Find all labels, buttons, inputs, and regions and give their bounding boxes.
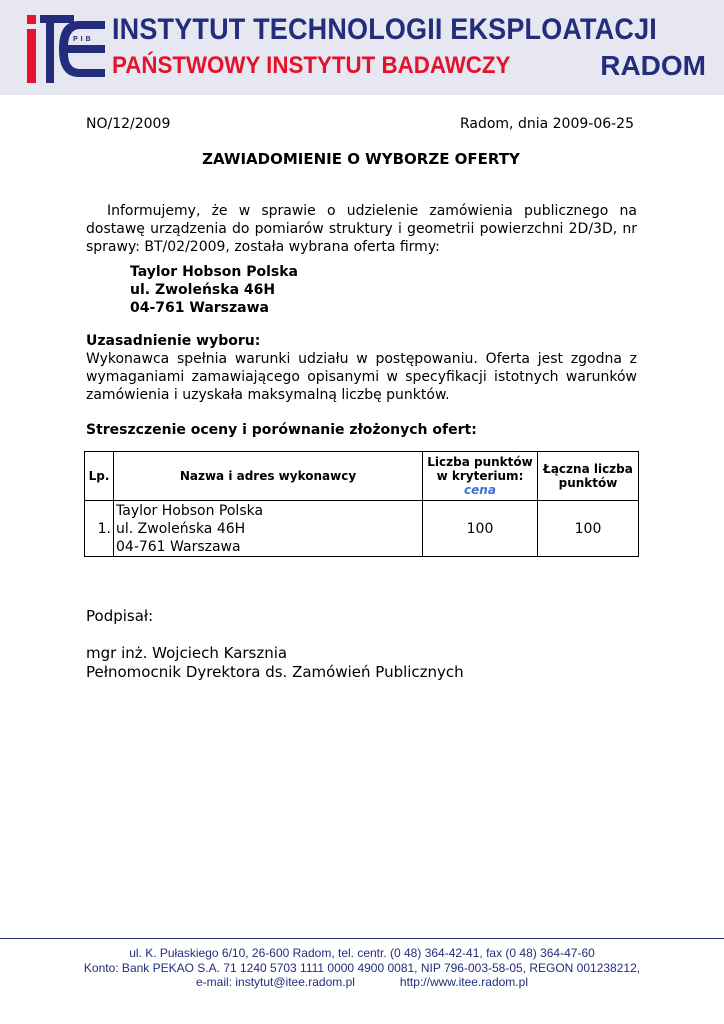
table-header-row: [85, 452, 639, 501]
footer-contact: [0, 975, 724, 990]
footer: [0, 946, 724, 990]
summary-heading: Streszczenie oceny i porównanie złożonych ofert:: [86, 422, 477, 438]
row-total-points: 100: [538, 501, 639, 557]
footer-bank: Konto: Bank PEKAO S.A. 71 1240 5703 1111 0000 4900 0081, NIP 796-003-58-05, REGON 001238212,: [83, 960, 641, 975]
letterhead: [0, 0, 724, 95]
footer-address: ul. K. Pułaskiego 6/10, 26-600 Radom, tel. centr. (0 48) 364-42-41, fax (0 48) 364-47-60: [129, 946, 595, 960]
header-criterion-line1: Liczba punktów: [427, 455, 533, 469]
header-lp: Lp.: [85, 452, 114, 501]
document-title: ZAWIADOMIENIE O WYBORZE OFERTY: [202, 150, 520, 168]
footer-divider: [0, 938, 724, 939]
header-total-line2: punktów: [558, 476, 618, 490]
itee-logo-icon: [27, 15, 105, 83]
company-name: Taylor Hobson Polska: [130, 264, 298, 280]
row-name-line3: 04-761 Warszawa: [116, 538, 241, 555]
logo-pib-text: PIB: [73, 36, 94, 43]
header-criterion-line2: w kryterium:: [436, 469, 524, 483]
header-total: [538, 452, 639, 501]
company-street: ul. Zwoleńska 46H: [130, 282, 276, 298]
signatory-name: mgr inż. Wojciech Karsznia: [86, 644, 288, 662]
selected-company: [130, 263, 298, 317]
institute-subtitle: PAŃSTWOWY INSTYTUT BADAWCZY: [112, 52, 511, 79]
header-total-line1: Łączna liczba: [543, 462, 633, 476]
document-date: Radom, dnia 2009-06-25: [459, 116, 634, 132]
table-row: [85, 501, 639, 557]
row-lp: 1.: [85, 501, 114, 557]
signatory-role: Pełnomocnik Dyrektora ds. Zamówień Publicznych: [86, 663, 464, 681]
row-name-line2: ul. Zwoleńska 46H: [116, 520, 246, 537]
results-table: [84, 451, 639, 557]
signature-block: [86, 644, 464, 682]
document-number: NO/12/2009: [86, 116, 171, 132]
header-criterion: [423, 452, 538, 501]
row-name-line1: Taylor Hobson Polska: [116, 502, 264, 519]
company-city: 04-761 Warszawa: [130, 300, 269, 316]
header-criterion-name: cena: [464, 483, 496, 497]
signature-label: Podpisał:: [86, 607, 154, 625]
row-name: [114, 501, 423, 557]
footer-email[interactable]: e-mail: instytut@itee.radom.pl: [196, 975, 355, 989]
institute-name: INSTYTUT TECHNOLOGII EKSPLOATACJI: [112, 13, 657, 46]
row-criterion-points: 100: [423, 501, 538, 557]
justification-text: Wykonawca spełnia warunki udziału w postępowaniu. Oferta jest zgodna z wymaganiami zamawiającego opisanymi w specyfikacji istotnych warunków zamówienia i uzyskała maksymalną liczbę punktów.: [86, 351, 637, 403]
intro-paragraph: Informujemy, że w sprawie o udzielenie zamówienia publicznego na dostawę urządzenia do pomiarów struktury i geometrii powierzchni 2D/3D, nr sprawy: BT/02/2009, została wybrana oferta firmy:: [86, 203, 637, 255]
institute-city: RADOM: [600, 50, 706, 81]
justification-heading: Uzasadnienie wyboru:: [86, 333, 261, 349]
footer-website[interactable]: http://www.itee.radom.pl: [399, 975, 528, 989]
header-name: Nazwa i adres wykonawcy: [114, 452, 423, 501]
